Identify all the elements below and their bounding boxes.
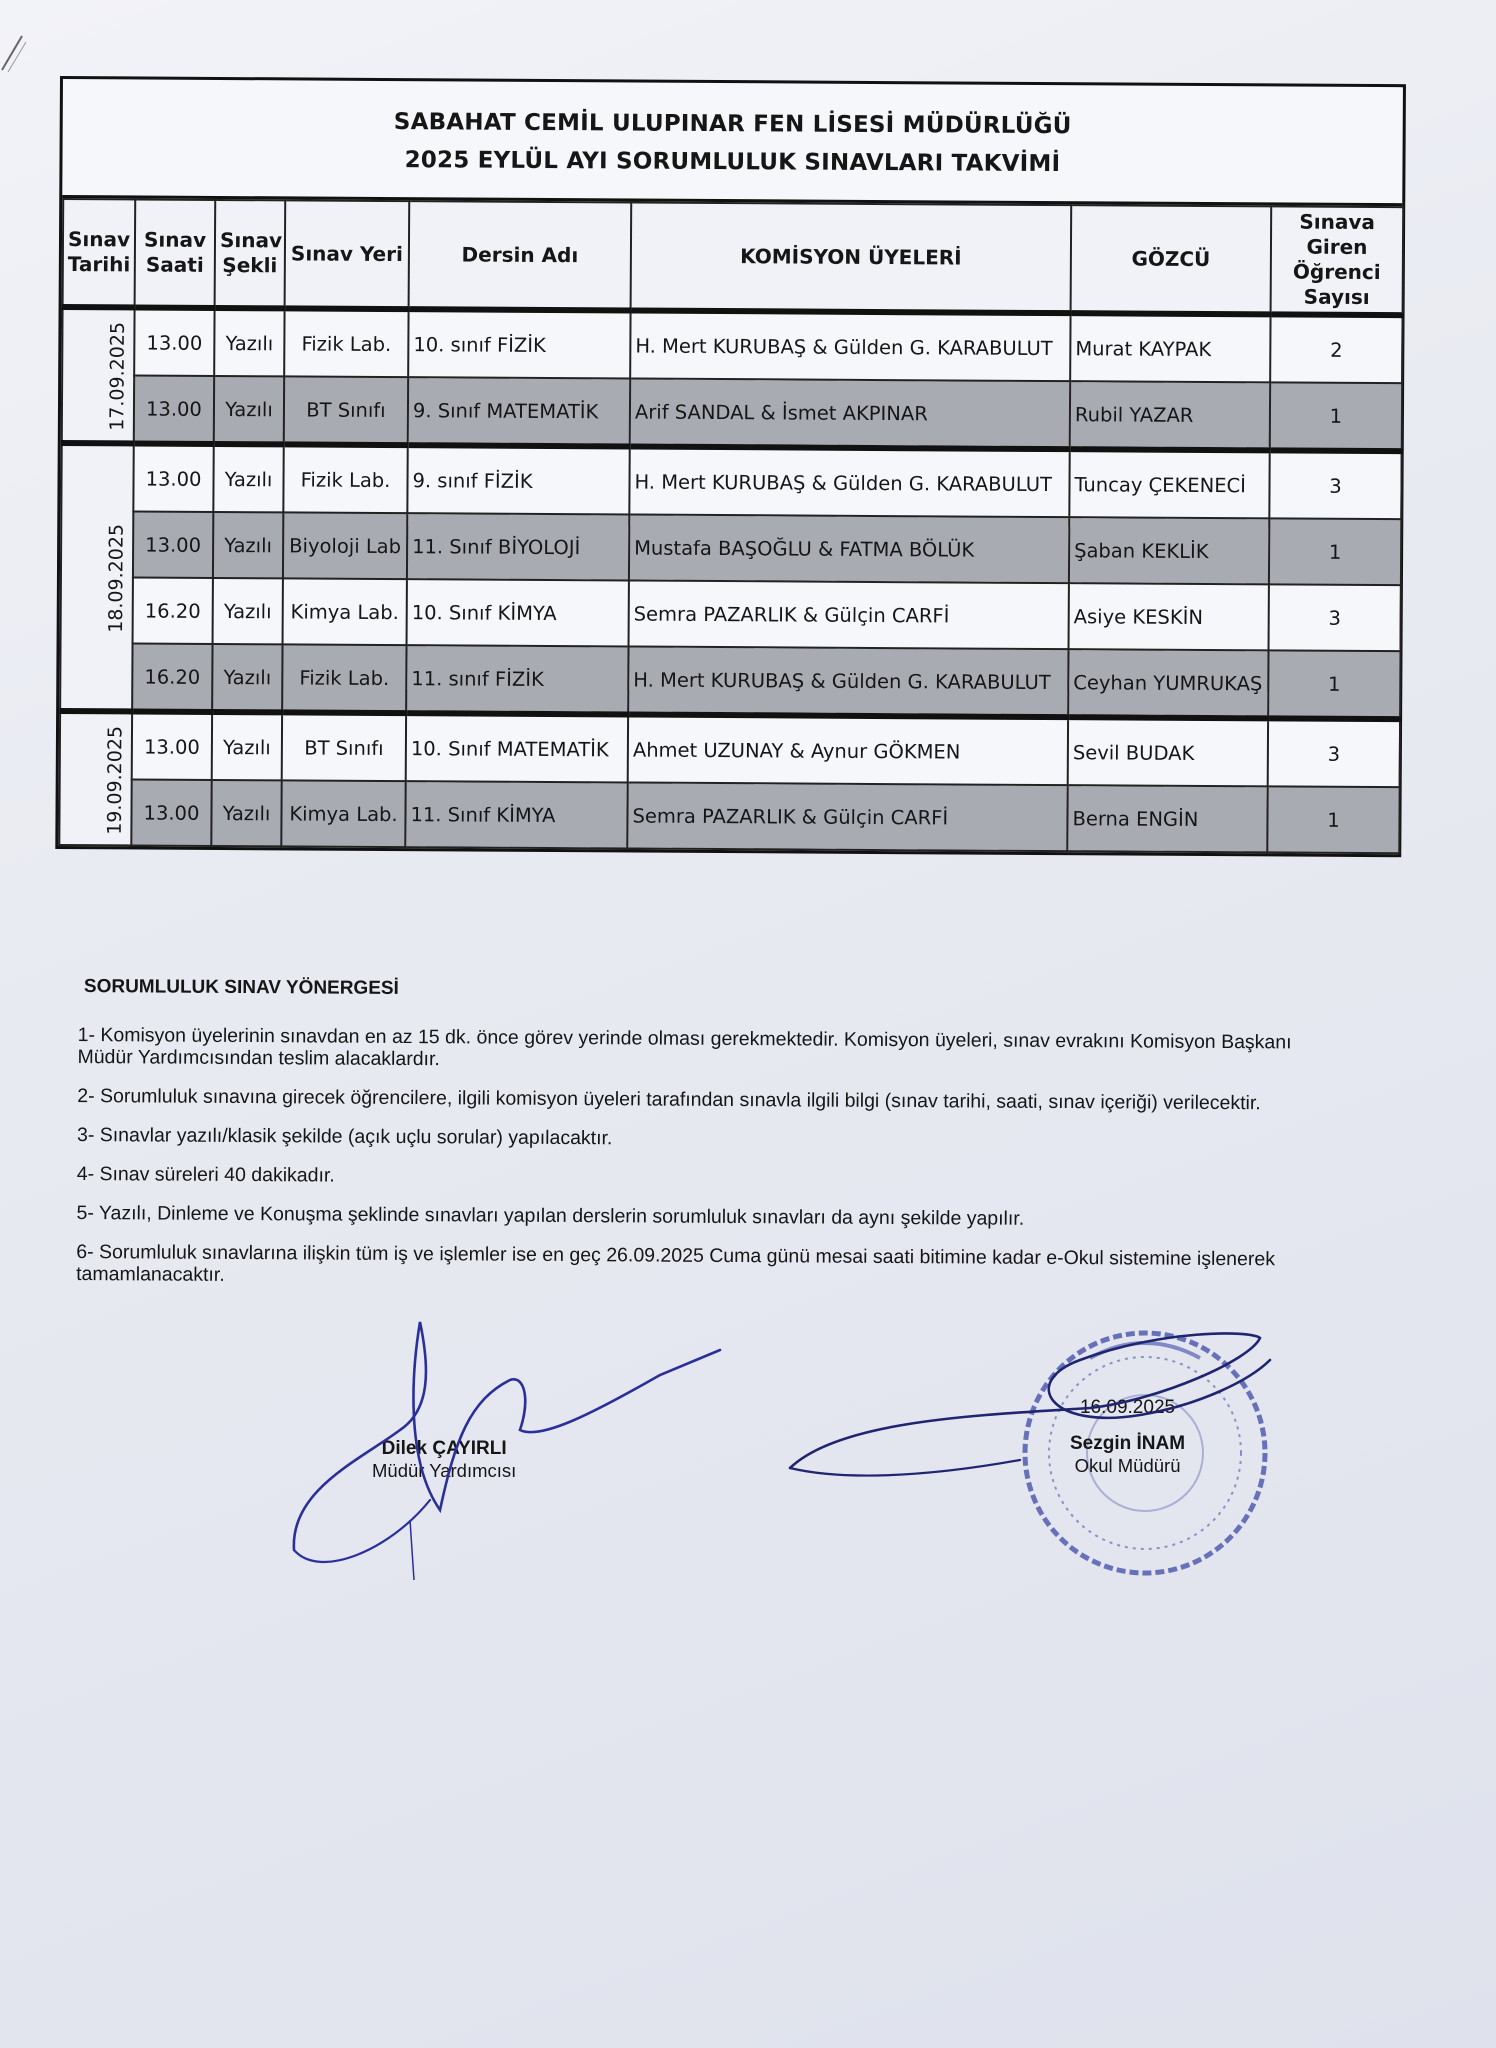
place-cell: Biyoloji Lab [283,512,407,579]
proctor-cell: Şaban KEKLİK [1069,517,1269,584]
date-label: 19.09.2025 [103,725,127,835]
committee-cell: Ahmet UZUNAY & Aynur GÖKMEN [628,714,1068,785]
count-cell: 3 [1269,450,1401,519]
place-cell: BT Sınıfı [282,712,406,781]
committee-cell: Mustafa BAŞOĞLU & FATMA BÖLÜK [629,514,1069,583]
col-date: Sınav Tarihi [63,199,136,307]
date-label: 18.09.2025 [105,523,128,633]
course-cell: 9. Sınıf MATEMATİK [408,377,630,446]
form-cell: Yazılı [213,578,283,644]
committee-cell: Semra PAZARLIK & Gülçin CARFİ [627,782,1067,851]
instruction-item: 3- Sınavlar yazılı/klasik şekilde (açık uçlu sorular) yapılacaktır. [76,1123,613,1150]
course-cell: 10. Sınıf MATEMATİK [406,713,628,782]
count-cell: 3 [1268,718,1400,787]
time-cell: 16.20 [133,577,213,643]
place-cell: Kimya Lab. [283,578,407,645]
signature-block-principal [1070,1397,1185,1477]
col-course: Dersin Adı [409,201,632,310]
header-row [63,199,1404,315]
count-cell: 2 [1270,314,1402,383]
instruction-item: 1- Komisyon üyelerinin sınavdan en az 15 dk. önce görev yerinde olması gerekmektedir. Komisyon üyeleri, sınav evrakını Komisyon Başkanı Müdür Yardımcısından teslim alacaklardır. [77,1023,1292,1071]
count-cell: 1 [1269,518,1401,585]
committee-cell: H. Mert KURUBAŞ & Gülden G. KARABULUT [629,446,1069,517]
instruction-item: 2- Sorumluluk sınavına girecek öğrencilere, ilgili komisyon üyeleri tarafından sınavla ilgili bilgi (sınav tarihi, saati, sınav içeriği) verilecektir. [77,1084,1261,1115]
count-cell: 1 [1268,650,1400,719]
place-cell: Fizik Lab. [282,644,406,713]
form-cell: Yazılı [213,444,283,512]
schedule-grid [58,198,1404,854]
proctor-cell: Rubil YAZAR [1070,381,1270,450]
instructions-title: SORUMLULUK SINAV YÖNERGESİ [83,976,399,999]
instruction-item: 5- Yazılı, Dinleme ve Konuşma şeklinde sınavları yapılan derslerin sorumluluk sınavları da aynı şekilde yapılır. [76,1201,1025,1230]
table-row [59,779,1399,853]
col-committee: KOMİSYON ÜYELERİ [631,202,1072,313]
committee-cell: H. Mert KURUBAŞ & Gülden G. KARABULUT [628,646,1068,717]
place-cell: Fizik Lab. [283,444,407,513]
time-cell: 13.00 [133,511,213,577]
school-name: SABAHAT CEMİL ULUPINAR FEN LİSESİ MÜDÜRLÜĞÜ [393,109,1072,140]
proctor-cell: Murat KAYPAK [1070,313,1270,382]
table-row [61,577,1401,651]
table-row [60,643,1400,719]
course-cell: 11. Sınıf KİMYA [405,781,627,848]
signer-name: Dilek ÇAYIRLI [381,1438,507,1459]
signature-date: 16.09.2025 [1079,1397,1176,1418]
title-block [62,79,1403,206]
signer-title: Müdür Yardımcısı [372,1460,517,1481]
committee-cell: Arif SANDAL & İsmet AKPINAR [630,378,1070,449]
table-row [62,375,1402,451]
col-time: Sınav Saati [135,199,216,307]
date-cell [60,443,134,711]
document-title: 2025 EYLÜL AYI SORUMLULUK SINAVLARI TAKVİMİ [404,147,1061,178]
course-cell: 11. Sınıf BİYOLOJİ [407,513,629,580]
date-cell [62,307,135,443]
count-cell: 1 [1270,382,1402,451]
table-row [62,307,1402,383]
place-cell: Kimya Lab. [281,780,405,847]
signature-block-vice-principal [372,1438,516,1482]
col-count: Sınava Giren Öğrenci Sayısı [1271,206,1404,315]
course-cell: 9. sınıf FİZİK [407,445,629,514]
instruction-item: 4- Sınav süreleri 40 dakikadır. [76,1162,335,1187]
col-proctor: GÖZCÜ [1071,205,1272,314]
place-cell: Fizik Lab. [284,308,408,377]
time-cell: 13.00 [132,711,212,779]
count-cell: 1 [1267,786,1399,853]
proctor-cell: Berna ENGİN [1067,785,1267,852]
col-place: Sınav Yeri [285,200,410,309]
instruction-item: 6- Sorumluluk sınavlarına ilişkin tüm iş ve işlemler ise en geç 26.09.2025 Cuma günü mesai saati bitimine kadar e-Okul sistemine işlenerek tamamlanacaktır. [76,1240,1276,1286]
time-cell: 16.20 [132,643,212,711]
date-label: 17.09.2025 [106,321,129,431]
pencil-mark [0,30,40,80]
course-cell: 11. sınıf FİZİK [406,645,628,714]
count-cell: 3 [1269,584,1401,651]
table-row [60,711,1400,787]
table-row [61,511,1401,585]
form-cell: Yazılı [214,308,284,376]
form-cell: Yazılı [212,644,282,712]
proctor-cell: Tuncay ÇEKENECİ [1069,449,1269,518]
place-cell: BT Sınıfı [284,376,408,445]
form-cell: Yazılı [213,512,283,578]
time-cell: 13.00 [134,307,214,375]
instructions-section [76,976,1338,1310]
form-cell: Yazılı [212,712,282,780]
proctor-cell: Asiye KESKİN [1069,583,1269,650]
signer-title: Okul Müdürü [1074,1455,1181,1476]
course-cell: 10. sınıf FİZİK [408,309,630,378]
date-cell [59,711,132,845]
signer-name: Sezgin İNAM [1070,1433,1186,1454]
time-cell: 13.00 [131,779,211,845]
col-form: Sınav Şekli [215,200,286,308]
proctor-cell: Ceyhan YUMRUKAŞ [1068,649,1268,718]
time-cell: 13.00 [133,443,213,511]
committee-cell: Semra PAZARLIK & Gülçin CARFİ [629,580,1069,649]
committee-cell: H. Mert KURUBAŞ & Gülden G. KARABULUT [630,310,1070,381]
table-row [61,443,1401,519]
proctor-cell: Sevil BUDAK [1068,717,1268,786]
course-cell: 10. Sınıf KİMYA [407,579,629,646]
time-cell: 13.00 [134,375,214,443]
form-cell: Yazılı [211,780,281,846]
form-cell: Yazılı [214,376,284,444]
exam-schedule-table [55,76,1406,857]
